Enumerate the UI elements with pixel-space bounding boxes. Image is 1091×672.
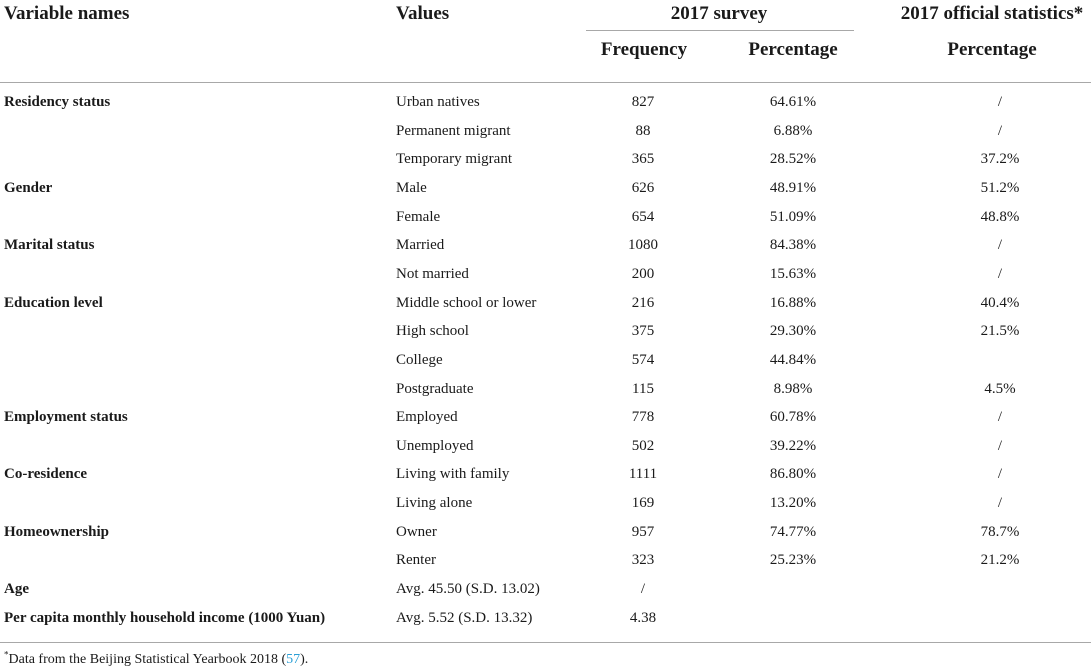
survey-group-rule (586, 30, 854, 31)
row-frequency: 778 (631, 409, 655, 425)
header-percentage: Percentage (748, 39, 838, 60)
row-official-percentage: / (997, 266, 1003, 282)
row-frequency: 4.38 (629, 610, 657, 626)
row-value: Living with family (396, 466, 510, 482)
row-frequency: 827 (631, 94, 655, 110)
row-percentage: 44.84% (769, 352, 817, 368)
row-percentage: 84.38% (769, 237, 817, 253)
row-frequency: 323 (631, 552, 655, 568)
row-official-percentage: 48.8% (980, 209, 1020, 225)
header-official-percentage: Percentage (947, 39, 1037, 60)
row-value: Middle school or lower (396, 295, 537, 311)
row-value: Not married (396, 266, 469, 282)
row-official-percentage: 40.4% (980, 295, 1020, 311)
row-variable-name: Residency status (4, 94, 111, 110)
row-value: Owner (396, 524, 437, 540)
row-official-percentage: / (997, 123, 1003, 139)
row-frequency: 365 (631, 151, 655, 167)
row-value: Married (396, 237, 445, 253)
row-percentage: 13.20% (769, 495, 817, 511)
row-percentage: 8.98% (773, 381, 813, 397)
row-frequency: 88 (635, 123, 651, 139)
row-percentage: 28.52% (769, 151, 817, 167)
row-frequency: 115 (632, 381, 654, 397)
header-frequency: Frequency (600, 39, 688, 60)
table-bottom-rule (0, 642, 1091, 643)
row-frequency: 1080 (628, 237, 658, 253)
row-frequency: 957 (631, 524, 655, 540)
row-frequency: 200 (631, 266, 655, 282)
row-official-percentage: 4.5% (984, 381, 1016, 397)
header-2017-survey: 2017 survey (670, 3, 768, 24)
row-official-percentage: / (997, 237, 1003, 253)
row-variable-name: Age (4, 581, 29, 597)
row-frequency: 574 (631, 352, 655, 368)
row-official-percentage: 37.2% (980, 151, 1020, 167)
row-value: Avg. 5.52 (S.D. 13.32) (396, 610, 533, 626)
row-value: Female (396, 209, 441, 225)
row-value: Avg. 45.50 (S.D. 13.02) (396, 581, 540, 597)
row-value: Male (396, 180, 427, 196)
row-value: Temporary migrant (396, 151, 512, 167)
row-official-percentage: / (997, 438, 1003, 454)
row-official-percentage: 78.7% (980, 524, 1020, 540)
row-value: High school (396, 323, 469, 339)
row-variable-name: Per capita monthly household income (1000 Yuan) (4, 610, 326, 626)
row-official-percentage: / (997, 409, 1003, 425)
header-variable-names: Variable names (4, 3, 130, 24)
row-value: Living alone (396, 495, 473, 511)
row-variable-name: Employment status (4, 409, 128, 425)
row-frequency: 626 (631, 180, 655, 196)
header-2017-official-statistics: 2017 official statistics* (900, 3, 1084, 24)
row-percentage: 6.88% (773, 123, 813, 139)
row-value: Renter (396, 552, 436, 568)
row-official-percentage: / (997, 466, 1003, 482)
header-values: Values (396, 3, 450, 24)
row-percentage: 15.63% (769, 266, 817, 282)
row-variable-name: Gender (4, 180, 53, 196)
row-official-percentage: / (997, 94, 1003, 110)
footnote (4, 651, 308, 669)
footnote-reference-link[interactable]: 57 (286, 652, 301, 667)
row-frequency: 502 (631, 438, 655, 454)
row-value: Urban natives (396, 94, 480, 110)
footnote-end: ). (300, 652, 309, 667)
row-value: Permanent migrant (396, 123, 511, 139)
row-percentage: 86.80% (769, 466, 817, 482)
row-variable-name: Homeownership (4, 524, 109, 540)
footnote-text: Data from the Beijing Statistical Yearbook 2018 ( (8, 652, 287, 667)
row-value: Unemployed (396, 438, 474, 454)
row-official-percentage: 21.5% (980, 323, 1020, 339)
row-value: College (396, 352, 443, 368)
row-percentage: 39.22% (769, 438, 817, 454)
row-percentage: 48.91% (769, 180, 817, 196)
row-official-percentage: / (997, 495, 1003, 511)
footnote-marker: * (4, 649, 9, 660)
row-frequency: 375 (631, 323, 655, 339)
row-frequency: 169 (631, 495, 655, 511)
row-official-percentage: 51.2% (980, 180, 1020, 196)
row-percentage: 29.30% (769, 323, 817, 339)
row-variable-name: Co-residence (4, 466, 88, 482)
row-percentage: 51.09% (769, 209, 817, 225)
row-variable-name: Marital status (4, 237, 95, 253)
header-bottom-rule (0, 82, 1091, 83)
row-percentage: 25.23% (769, 552, 817, 568)
row-percentage: 16.88% (769, 295, 817, 311)
row-frequency: 1111 (628, 466, 658, 482)
row-frequency: 654 (631, 209, 655, 225)
row-frequency: 216 (631, 295, 655, 311)
row-percentage: 74.77% (769, 524, 817, 540)
row-percentage: 64.61% (769, 94, 817, 110)
row-frequency: / (640, 581, 646, 597)
row-variable-name: Education level (4, 295, 103, 311)
row-percentage: 60.78% (769, 409, 817, 425)
row-official-percentage: 21.2% (980, 552, 1020, 568)
row-value: Employed (396, 409, 458, 425)
row-value: Postgraduate (396, 381, 474, 397)
